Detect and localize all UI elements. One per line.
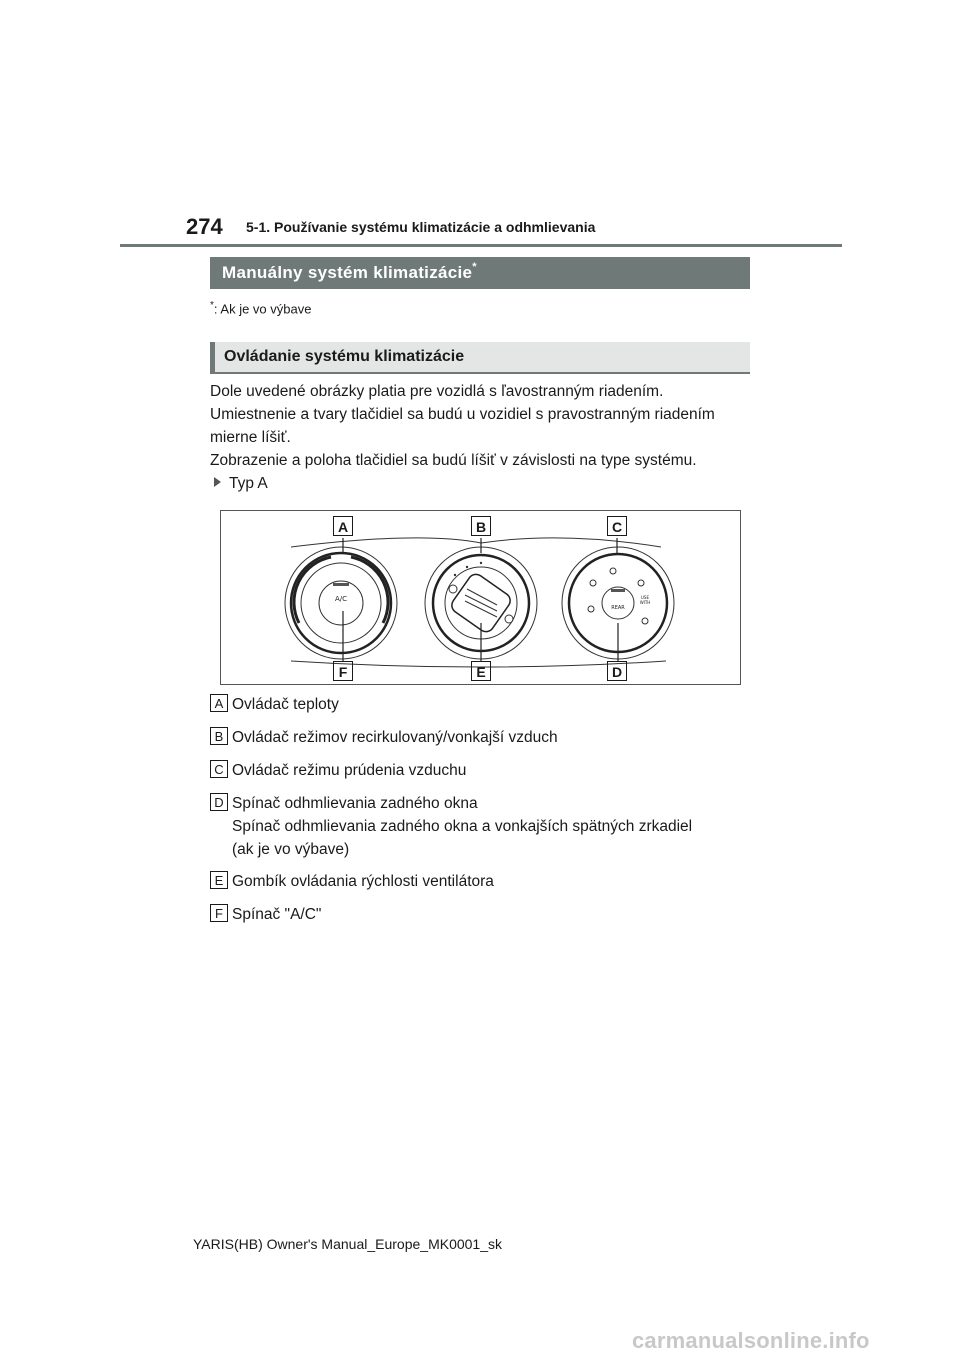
legend-key: F (210, 904, 228, 922)
legend-text: Ovládač teploty (232, 696, 339, 713)
chapter-title: 5-1. Používanie systému klimatizácie a odhmlievania (246, 219, 596, 235)
subsection-heading: Ovládanie systému klimatizácie (210, 342, 750, 374)
legend-text: Ovládač režimov recirkulovaný/vonkajší vzduch (232, 729, 558, 746)
section-heading (210, 257, 750, 289)
panel-outline (291, 538, 666, 667)
triangle-bullet-icon (214, 477, 221, 487)
temperature-dial (285, 547, 397, 659)
paragraph-line: mierne líšiť. (210, 429, 291, 446)
callout-e: E (471, 661, 491, 681)
paragraph-line: Zobrazenie a poloha tlačidiel sa budú líšiť v závislosti na type systému. (210, 452, 697, 469)
legend-text: Ovládač režimu prúdenia vzduchu (232, 762, 467, 779)
paragraph-line: Umiestnenie a tvary tlačidiel sa budú u vozidiel s pravostranným riadením (210, 406, 715, 423)
use-label: USE (641, 595, 649, 600)
legend-item (210, 727, 558, 749)
legend-item (210, 694, 339, 716)
note-text: : Ak je vo výbave (213, 301, 312, 317)
legend-text: Spínač odhmlievania zadného okna (232, 795, 478, 812)
legend-subtext: (ak je vo výbave) (232, 841, 350, 858)
legend-key: D (210, 793, 228, 811)
rear-label: REAR (611, 605, 625, 611)
legend-item (210, 904, 321, 926)
callout-d: D (607, 661, 627, 681)
legend-key: E (210, 871, 228, 889)
callout-f: F (333, 661, 353, 681)
callout-c: C (607, 516, 627, 536)
page-number: 274 (186, 214, 223, 239)
climate-control-figure (220, 510, 741, 685)
page-footer: YARIS(HB) Owner's Manual_Europe_MK0001_sk (193, 1236, 502, 1252)
header-rule (120, 244, 842, 247)
ac-label: A/C (334, 595, 348, 603)
intro-paragraph (210, 380, 755, 472)
type-label-text: Typ A (229, 475, 268, 492)
type-label (214, 475, 268, 493)
option-note (210, 300, 311, 316)
section-title-mark: * (472, 261, 477, 273)
note-mark: * (210, 300, 214, 311)
watermark: carmanualsonline.info (632, 1328, 870, 1353)
with-label: WITH (639, 600, 651, 605)
legend-item (210, 760, 466, 782)
legend-key: C (210, 760, 228, 778)
paragraph-line: Dole uvedené obrázky platia pre vozidlá s ľavostranným riadením. (210, 383, 664, 400)
legend-item (210, 793, 478, 815)
legend-text: Spínač "A/C" (232, 906, 322, 923)
legend-text: Gombík ovládania rýchlosti ventilátora (232, 873, 494, 890)
callout-b: B (471, 516, 491, 536)
callout-a: A (333, 516, 353, 536)
legend-subtext: Spínač odhmlievania zadného okna a vonkajších spätných zrkadiel (232, 818, 693, 835)
legend-key: B (210, 727, 228, 745)
legend-item (210, 871, 494, 893)
legend-key: A (210, 694, 228, 712)
section-title: Manuálny systém klimatizácie (222, 263, 473, 282)
